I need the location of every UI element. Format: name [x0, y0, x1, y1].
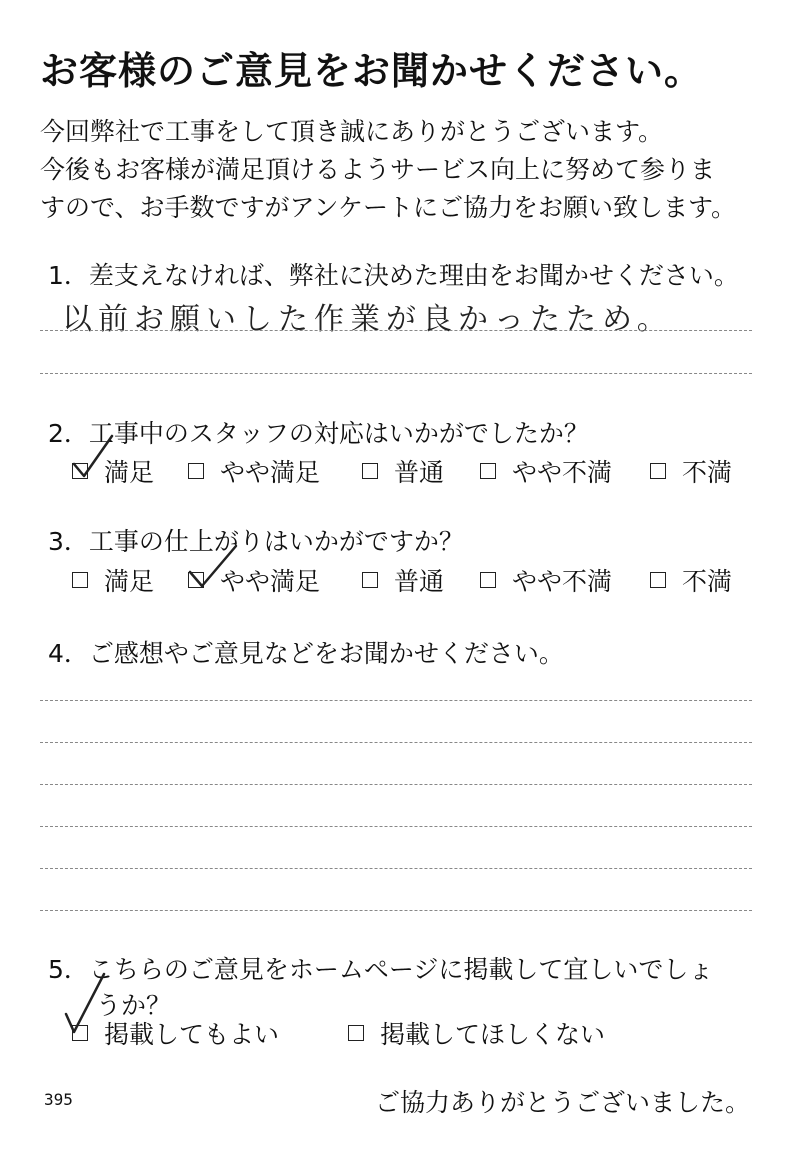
answer-line [40, 373, 752, 374]
question-3-options [72, 565, 752, 595]
q2-option-dissatisfied[interactable] [650, 453, 732, 489]
question-2-label: 2．工事中のスタッフの対応はいかがでしたか？ [48, 419, 589, 448]
option-label: やや満足 [220, 458, 321, 487]
checkbox[interactable] [72, 572, 88, 588]
check-mark-icon [68, 432, 118, 482]
option-label: やや不満 [512, 458, 613, 487]
option-label: 普通 [394, 458, 445, 487]
checkbox[interactable] [362, 463, 378, 479]
q3-option-satisfied[interactable] [72, 562, 154, 598]
intro-line-2: 今後もお客様が満足頂けるようサービス向上に努めて参りま [40, 155, 716, 184]
q5-option-disallow[interactable] [348, 1015, 605, 1051]
q3-option-somewhat-dissatisfied[interactable] [480, 562, 612, 598]
q2-option-somewhat-dissatisfied[interactable] [480, 453, 612, 489]
option-label: 満足 [104, 458, 155, 487]
question-1-label: 1．差支えなければ、弊社に決めた理由をお聞かせください。 [48, 261, 739, 290]
checkbox[interactable] [188, 463, 204, 479]
answer-line [40, 868, 752, 869]
check-mark-icon [60, 970, 110, 1036]
option-label: 掲載してもよい [104, 1020, 280, 1049]
checkbox[interactable] [650, 572, 666, 588]
option-label: 普通 [394, 567, 445, 596]
option-label: 不満 [682, 567, 733, 596]
checkbox[interactable] [348, 1025, 364, 1041]
answer-line [40, 700, 752, 701]
answer-line [40, 910, 752, 911]
option-label: 不満 [682, 458, 733, 487]
checkbox[interactable] [480, 463, 496, 479]
q2-option-somewhat-satisfied[interactable] [188, 453, 320, 489]
option-label: やや不満 [512, 567, 613, 596]
checkbox[interactable] [480, 572, 496, 588]
answer-line [40, 330, 752, 331]
closing-thanks: ご協力ありがとうございました。 [374, 1088, 750, 1117]
checkbox[interactable] [362, 572, 378, 588]
page-title: お客様のご意見をお聞かせください。 [40, 49, 704, 93]
intro-line-1: 今回弊社で工事をして頂き誠にありがとうございます。 [40, 117, 664, 146]
checkbox[interactable] [650, 463, 666, 479]
check-mark-icon [184, 542, 240, 594]
answer-line [40, 742, 752, 743]
answer-line [40, 784, 752, 785]
question-5-label-line-1: 5．こちらのご意見をホームページに掲載して宜しいでしょ [48, 955, 714, 984]
option-label: 掲載してほしくない [380, 1020, 606, 1049]
question-2-options [72, 456, 752, 486]
question-5-label-line-2: うか？ [96, 991, 172, 1020]
q2-option-neutral[interactable] [362, 453, 444, 489]
question-1-handwritten-answer: 以前お願いした作業が良かったため。 [62, 302, 673, 337]
answer-line [40, 826, 752, 827]
question-4-label: 4．ご感想やご意見などをお聞かせください。 [48, 639, 564, 668]
q3-option-dissatisfied[interactable] [650, 562, 732, 598]
question-3-label: 3．工事の仕上がりはいかがですか？ [48, 527, 464, 556]
page-number: 395 [44, 1090, 73, 1109]
intro-line-3: すので、お手数ですがアンケートにご協力をお願い致します。 [40, 193, 737, 222]
q3-option-neutral[interactable] [362, 562, 444, 598]
question-5-options [72, 1018, 752, 1048]
option-label: やや満足 [220, 567, 321, 596]
option-label: 満足 [104, 567, 155, 596]
